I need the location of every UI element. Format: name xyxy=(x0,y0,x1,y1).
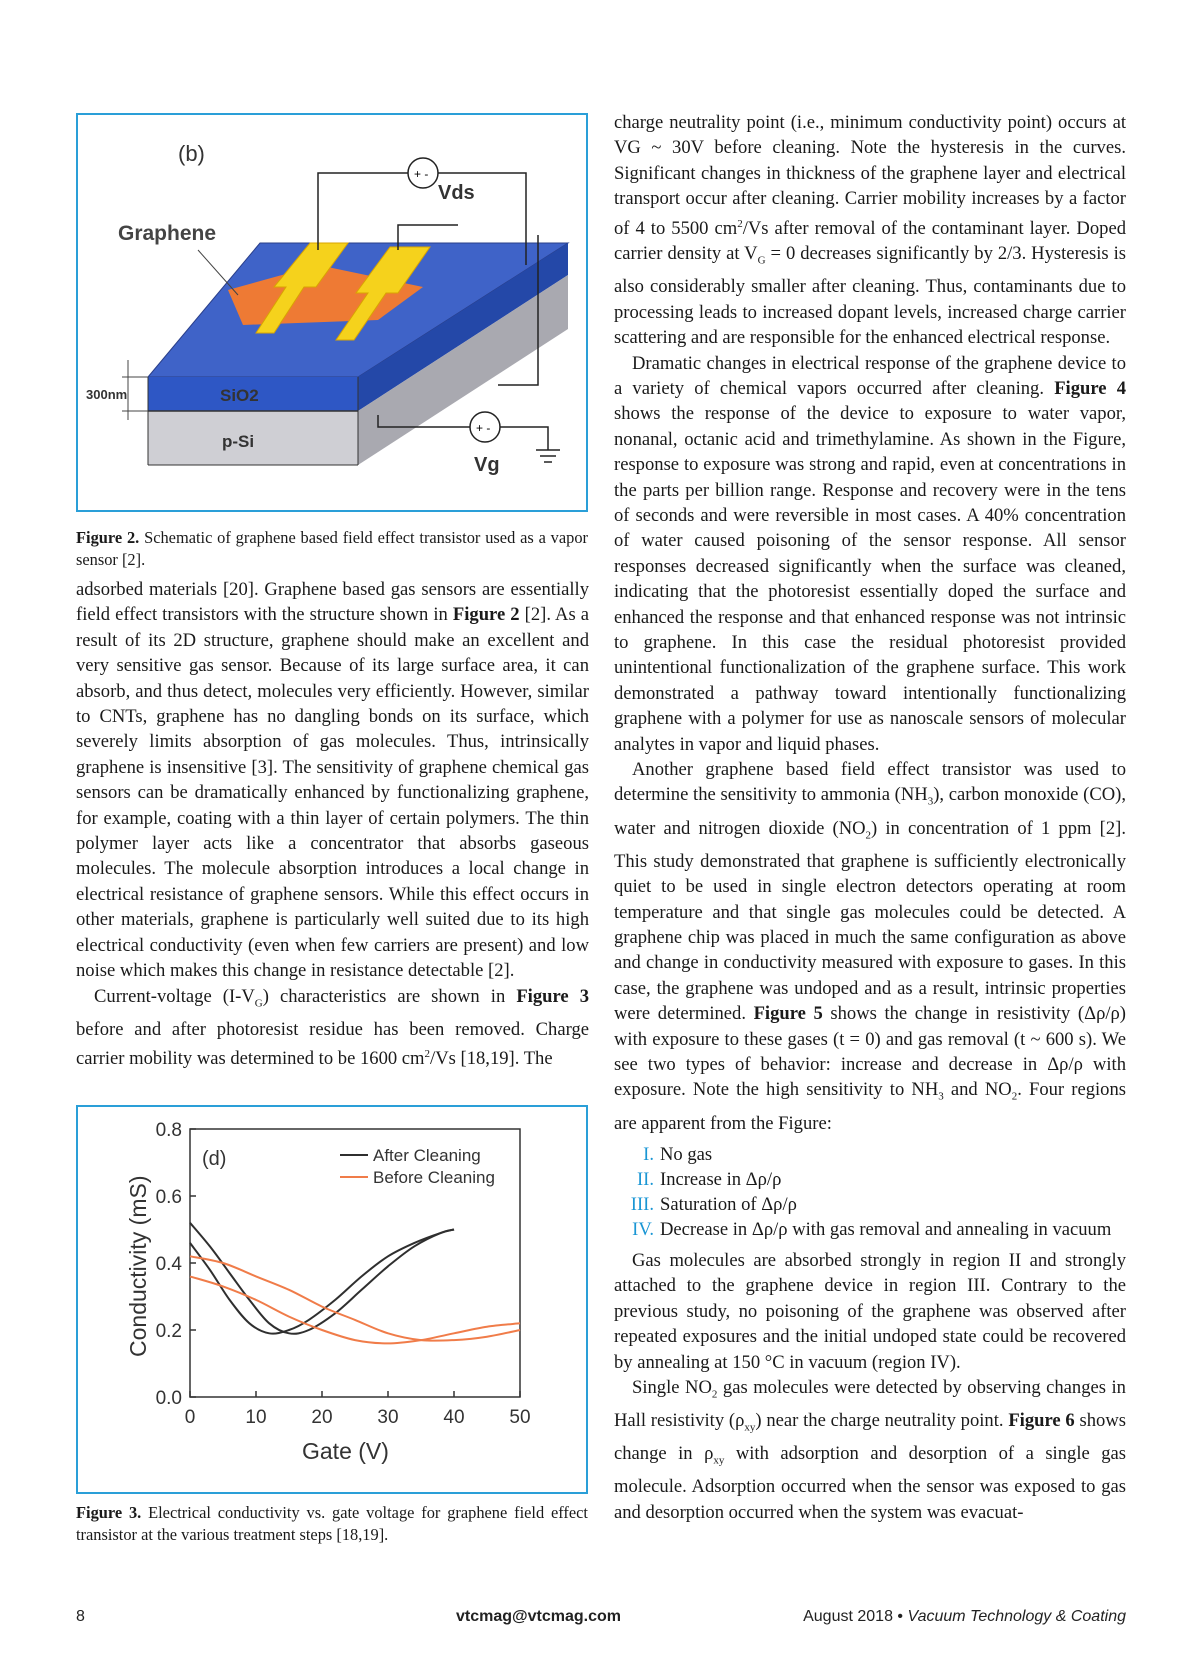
list-text: Decrease in Δρ/ρ with gas removal and annealing in vacuum xyxy=(660,1218,1112,1240)
figure-2-caption-text: Schematic of graphene based field effect transistor used as a vapor sensor [2]. xyxy=(76,528,588,569)
figure-2-caption-label: Figure 2. xyxy=(76,528,140,547)
text-span: Another graphene based field effect transistor was used to determine the sensitivity to ammonia (NH xyxy=(614,759,1126,806)
text-span: Current-voltage (I-V xyxy=(94,985,255,1007)
svg-text:+ -: + - xyxy=(476,421,491,435)
text-span: ) in concentration of 1 ppm [2]. This study demonstrated that graphene is sufficiently electronically quiet to be used in single electron detectors operating at room temperature and that single gas molecules could be detected. A graphene chip was placed in much the same configuration as above and change in conductivity measured with exposure to gases. In this case, the graphene was undoped and as a result, intrinsic properties were determined. xyxy=(614,817,1126,1025)
legend-label-before: Before Cleaning xyxy=(373,1168,495,1187)
figure-ref: Figure 2 xyxy=(452,604,520,626)
x-tick-label: 10 xyxy=(245,1407,267,1428)
list-number: IV. xyxy=(632,1218,654,1240)
text-span: adsorbed materials [20]. Graphene based gas sensors are essentially field effect transistors with the structure shown in xyxy=(76,579,589,626)
series-line-after-cleaning xyxy=(190,1223,454,1334)
y-tick-label: 0.8 xyxy=(155,1120,182,1141)
list-number: III. xyxy=(630,1193,654,1215)
figure-ref: Figure 4 xyxy=(1054,377,1126,399)
figure-3 xyxy=(76,1105,588,1494)
subscript: xy xyxy=(713,1454,725,1467)
list-item xyxy=(614,1192,1126,1217)
text-span: /Vs [18,19]. The xyxy=(430,1048,553,1070)
text-span: before and after photoresist residue has been removed. Charge carrier mobility was determined to be 1600 cm xyxy=(76,1018,589,1070)
text-span: ) near the charge neutrality point. xyxy=(755,1410,1009,1432)
right-paragraph-4: Gas molecules are absorbed strongly in region II and strongly attached to the graphene device in region III. Contrary to the previous study, no poisoning of the graphene was observed after repeated exposures and the initial undoped state could be recovered by annealing at 150 °C in vacuum (region IV). xyxy=(614,1249,1126,1373)
panel-label-d: (d) xyxy=(202,1148,227,1170)
footer-date: August 2018 xyxy=(803,1608,893,1625)
figure-ref: Figure 6 xyxy=(1008,1410,1075,1432)
footer-bullet: • xyxy=(897,1608,904,1625)
subscript: 2 xyxy=(865,829,872,842)
x-tick-label: 20 xyxy=(311,1407,333,1428)
text-span: ), carbon monoxide (CO), water and nitrogen dioxide (NO xyxy=(614,784,1126,839)
footer-email[interactable]: vtcmag@vtcmag.com xyxy=(456,1608,621,1625)
label-sio2: SiO2 xyxy=(220,386,259,405)
right-paragraph-3 xyxy=(614,757,1126,1136)
subscript: xy xyxy=(744,1421,756,1434)
superscript: 2 xyxy=(737,217,743,230)
x-tick-label: 50 xyxy=(509,1407,531,1428)
subscript: 2 xyxy=(1011,1091,1018,1104)
text-span: Dramatic changes in electrical response of the graphene device to a variety of chemical vapors occurred after cleaning. xyxy=(614,352,1126,399)
subscript: 3 xyxy=(927,796,934,809)
text-span: shows the change in resistivity (Δρ/ρ) with exposure to these gases (t = 0) and gas removal (t ~ 600 s). We see two types of behavior: increase and decrease in Δρ/ρ with exposure. Note the high sensitivity to NH xyxy=(614,1003,1126,1101)
superscript: 2 xyxy=(424,1048,431,1061)
text-span: . Four regions are apparent from the Figure: xyxy=(614,1079,1126,1134)
list-number: II. xyxy=(636,1168,654,1190)
text-span: = 0 decreases significantly by 2/3. Hysteresis is also considerably smaller after cleaning. Thus, contaminants due to processing leads to increased dopant levels, increased charge carrier scattering and are responsible for the enhanced electrical response. xyxy=(614,243,1127,349)
figure-2-caption xyxy=(76,527,588,570)
list-item xyxy=(614,1217,1126,1242)
left-paragraph-2 xyxy=(76,984,589,1072)
label-vg: Vg xyxy=(474,454,500,476)
page-number: 8 xyxy=(76,1608,85,1625)
text-span: shows the response of the device to exposure to water vapor, nonanal, octanic acid and trimethylamine. As shown in the Figure, response to exposure was strong and rapid, even at concentrations in the parts per billion range. Response and recovery were in the tens of seconds and were reversible in most cases. A 40% concentration of water caused poisoning of the sensor response. All sensor responses decreased significantly when the surface was cleaned, indicating that the photoresist essentially doped the surface and enhanced the response and that enhanced response was not intrinsic to graphene. In this case the residual photoresist provided unintentional functionalization of the graphene surface. This work demonstrated a pathway toward intentionally functionalizing graphene with a polymer for use as nanoscale sensors of molecular analytes in vapor and liquid phases. xyxy=(614,403,1126,755)
fet-schematic xyxy=(78,115,586,510)
text-span: [2]. As a result of its 2D structure, graphene should make an excellent and very sensitive gas sensor. Because of its large surface area, it can absorb, and thus detect, molecules very efficiently. However, similar to CNTs, graphene has no dangling bonds on its surface, which severely limits absorption of gas molecules. Thus, intrinsically graphene is insensitive [3]. The sensitivity of graphene chemical gas sensors can be dramatically enhanced by functionalizing graphene, for example, coating with a thin layer of certain polymers. The thin polymer layer acts like a concentrator that absorbs gaseous molecules. The molecule absorption introduces a local change in electrical resistance of graphene sensors. While this effect occurs in other materials, graphene is particularly well suited due to its high electrical conductivity (even when few carriers are present) and low noise which makes this change in resistance detectable [2]. xyxy=(76,604,590,982)
text-span: gas molecules were detected by observing changes in Hall resistivity (ρ xyxy=(614,1376,1126,1432)
subscript: 2 xyxy=(711,1388,718,1401)
x-tick-label: 0 xyxy=(184,1407,196,1428)
right-paragraph-2 xyxy=(614,351,1126,758)
x-axis-label: Gate (V) xyxy=(302,1438,389,1464)
label-vds: Vds xyxy=(438,182,475,204)
text-span: and NO xyxy=(943,1079,1012,1101)
footer-publication xyxy=(803,1608,1126,1626)
y-tick-label: 0.6 xyxy=(155,1187,182,1208)
figure-ref: Figure 5 xyxy=(753,1003,823,1025)
label-graphene: Graphene xyxy=(118,222,217,245)
text-span: with adsorption and desorption of a single gas molecule. Adsorption occurred when the sensor was exposed to gas and desorption occurred when the system was evacuat- xyxy=(614,1443,1126,1523)
svg-text:+ -: + - xyxy=(414,167,429,181)
list-item xyxy=(614,1167,1126,1192)
y-tick-label: 0.0 xyxy=(155,1388,182,1409)
legend-label-after: After Cleaning xyxy=(373,1146,481,1165)
right-column xyxy=(614,110,1126,1525)
text-span: ) characteristics are shown in xyxy=(262,985,517,1007)
right-paragraph-1 xyxy=(614,110,1126,351)
label-thickness: 300nm xyxy=(86,387,128,402)
list-text: Saturation of Δρ/ρ xyxy=(660,1193,797,1215)
x-tick-label: 40 xyxy=(443,1407,465,1428)
subscript: G xyxy=(254,997,263,1010)
figure-3-caption-text: Electrical conductivity vs. gate voltage for graphene field effect transistor at the various treatment steps [18,19]. xyxy=(76,1503,588,1544)
list-item xyxy=(614,1142,1126,1167)
text-span: shows change in ρ xyxy=(614,1410,1127,1465)
figure-ref: Figure 3 xyxy=(516,985,590,1007)
right-paragraph-5 xyxy=(614,1375,1126,1525)
subscript: G xyxy=(757,254,766,267)
y-tick-label: 0.2 xyxy=(155,1321,182,1342)
y-axis-label: Conductivity (mS) xyxy=(125,1175,151,1357)
text-span: /Vs after removal of the contaminant layer. Doped carrier density at V xyxy=(614,217,1127,265)
panel-label-b: (b) xyxy=(178,141,205,166)
figure-3-caption xyxy=(76,1502,588,1545)
conductivity-chart xyxy=(78,1107,586,1492)
y-tick-label: 0.4 xyxy=(155,1254,182,1275)
left-column xyxy=(76,577,589,1072)
text-span: charge neutrality point (i.e., minimum conductivity point) occurs at VG ~ 30V before cleaning. Note the hysteresis in the curves. Significant changes in thickness of the graphene layer and electrical transport occur after cleaning. Carrier mobility increases by a factor of 4 to 5500 cm xyxy=(614,112,1126,239)
x-tick-label: 30 xyxy=(377,1407,399,1428)
list-number: I. xyxy=(643,1143,654,1165)
regions-list xyxy=(614,1142,1126,1242)
series-line-before-cleaning xyxy=(190,1256,520,1340)
list-text: No gas xyxy=(660,1143,713,1165)
left-paragraph-1 xyxy=(76,577,589,984)
subscript: 3 xyxy=(938,1091,944,1104)
footer-magazine: Vacuum Technology & Coating xyxy=(907,1608,1126,1625)
label-psi: p-Si xyxy=(222,432,255,451)
text-span: Single NO xyxy=(632,1376,712,1398)
figure-2 xyxy=(76,113,588,512)
list-text: Increase in Δρ/ρ xyxy=(660,1168,782,1190)
figure-3-caption-label: Figure 3. xyxy=(76,1503,142,1522)
